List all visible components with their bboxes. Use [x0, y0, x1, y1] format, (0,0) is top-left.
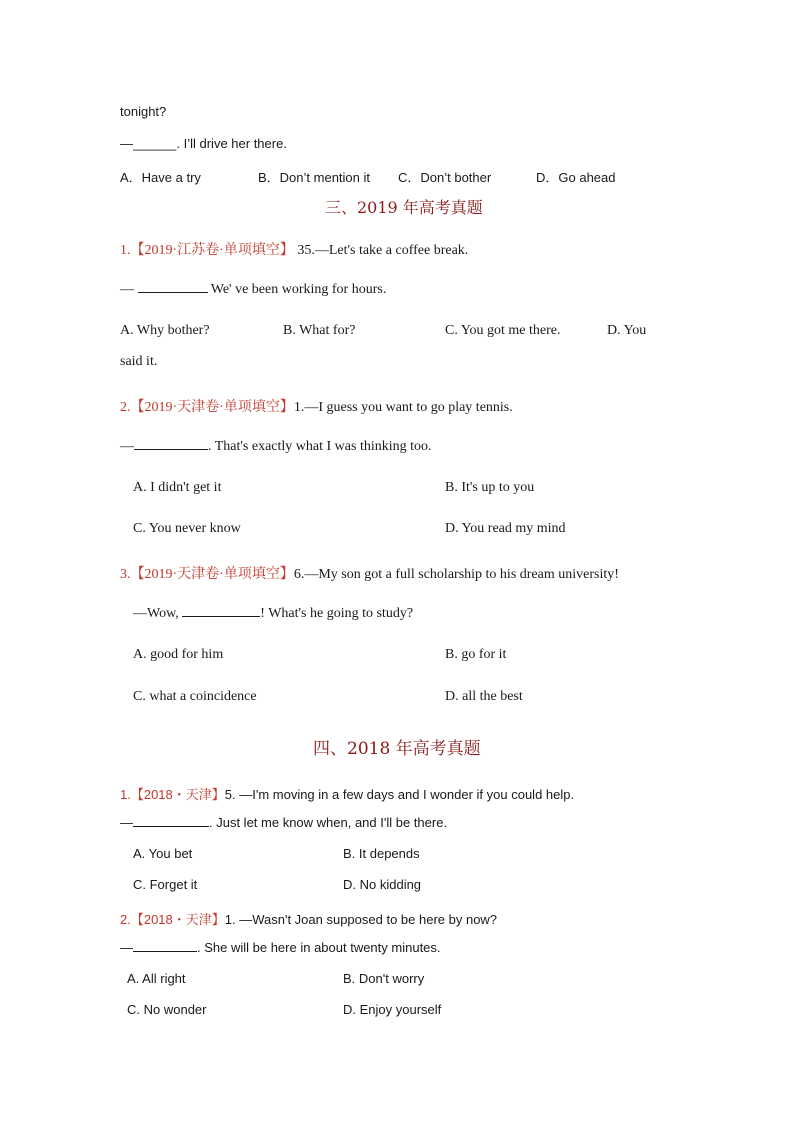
- question-source-tag: 【2019·天津卷·单项填空】: [130, 400, 294, 415]
- question-text: 1.—I guess you want to go play tennis.: [293, 400, 513, 415]
- option-d: D. all the best: [445, 689, 523, 704]
- section-heading-2019: 三、2019 年高考真题: [325, 198, 483, 217]
- section-heading-2018: 四、2018 年高考真题: [313, 739, 481, 759]
- option-d: D. You read my mind: [445, 521, 566, 536]
- question-continuation: tonight?: [120, 104, 167, 119]
- option-a: A. good for him: [133, 647, 224, 662]
- question-3-2019: [120, 563, 619, 583]
- option-d: D. You: [607, 323, 647, 338]
- answer-text: . Just let me know when, and I'll be there.: [209, 815, 448, 830]
- answer-blank: [182, 605, 260, 617]
- option-b: B. Don't worry: [343, 971, 425, 986]
- answer-blank: [133, 940, 197, 952]
- option-c: C. You got me there.: [445, 323, 561, 338]
- answer-blank-text: ______: [133, 136, 177, 151]
- answer-line: [120, 136, 287, 151]
- question-text: 1. —Wasn't Joan supposed to be here by now?: [224, 912, 498, 927]
- question-number: 2.: [120, 400, 131, 415]
- answer-text: ! What's he going to study?: [260, 606, 414, 621]
- option-a: A. I didn't get it: [133, 480, 222, 495]
- option-a: A. You bet: [133, 846, 193, 861]
- option-b: B. It depends: [343, 846, 420, 861]
- question-2-2018: [120, 909, 497, 928]
- question-source-tag: 【2018・天津】: [130, 787, 225, 802]
- question-1-2019: [120, 239, 468, 259]
- answer-blank: [138, 281, 208, 293]
- option-a: A. Why bother?: [120, 323, 210, 338]
- option-b: B．Don’t mention it: [258, 170, 370, 185]
- dash: —: [120, 815, 133, 830]
- dash: —: [120, 439, 134, 454]
- answer-text: . That's exactly what I was thinking too.: [208, 439, 432, 454]
- option-a: A. All right: [127, 971, 186, 986]
- dash: —: [120, 282, 134, 297]
- question-number: 2.: [120, 912, 131, 927]
- option-d-continuation: said it.: [120, 354, 158, 369]
- option-b: B. It's up to you: [445, 480, 535, 495]
- question-source-tag: 【2019·天津卷·单项填空】: [130, 567, 294, 582]
- answer-line: [120, 438, 432, 455]
- question-text: 5. —I'm moving in a few days and I wonder if you could help.: [224, 787, 575, 802]
- dash: —: [120, 136, 133, 151]
- answer-start: —Wow,: [133, 606, 183, 621]
- option-c: C. Forget it: [133, 877, 198, 892]
- question-text: 6.—My son got a full scholarship to his dream university!: [293, 567, 619, 582]
- question-number: 1.: [120, 243, 131, 258]
- option-c: C. No wonder: [127, 1002, 207, 1017]
- answer-text: We' ve been working for hours.: [207, 282, 387, 297]
- answer-line: [120, 815, 447, 830]
- answer-line: [120, 940, 441, 955]
- option-d: D．Go ahead: [536, 170, 616, 185]
- question-source-tag: 【2018・天津】: [130, 912, 225, 927]
- dash: —: [120, 940, 133, 955]
- answer-text: . I’ll drive her there.: [176, 136, 287, 151]
- question-text: 35.—Let's take a coffee break.: [293, 243, 469, 258]
- answer-line: [120, 281, 386, 298]
- option-b: B. What for?: [283, 323, 356, 338]
- question-number: 3.: [120, 567, 131, 582]
- option-c: C. what a coincidence: [133, 689, 257, 704]
- question-1-2018: [120, 784, 574, 803]
- answer-text: . She will be here in about twenty minutes.: [197, 940, 441, 955]
- option-d: D. Enjoy yourself: [343, 1002, 442, 1017]
- question-source-tag: 【2019·江苏卷·单项填空】: [130, 243, 294, 258]
- option-a: A．Have a try: [120, 170, 201, 185]
- option-d: D. No kidding: [343, 877, 422, 892]
- question-number: 1.: [120, 787, 131, 802]
- answer-blank: [133, 815, 209, 827]
- option-c: C．Don’t bother: [398, 170, 492, 185]
- option-c: C. You never know: [133, 521, 241, 536]
- answer-line: [133, 605, 413, 622]
- option-b: B. go for it: [445, 647, 507, 662]
- question-2-2019: [120, 396, 513, 416]
- answer-blank: [134, 438, 208, 450]
